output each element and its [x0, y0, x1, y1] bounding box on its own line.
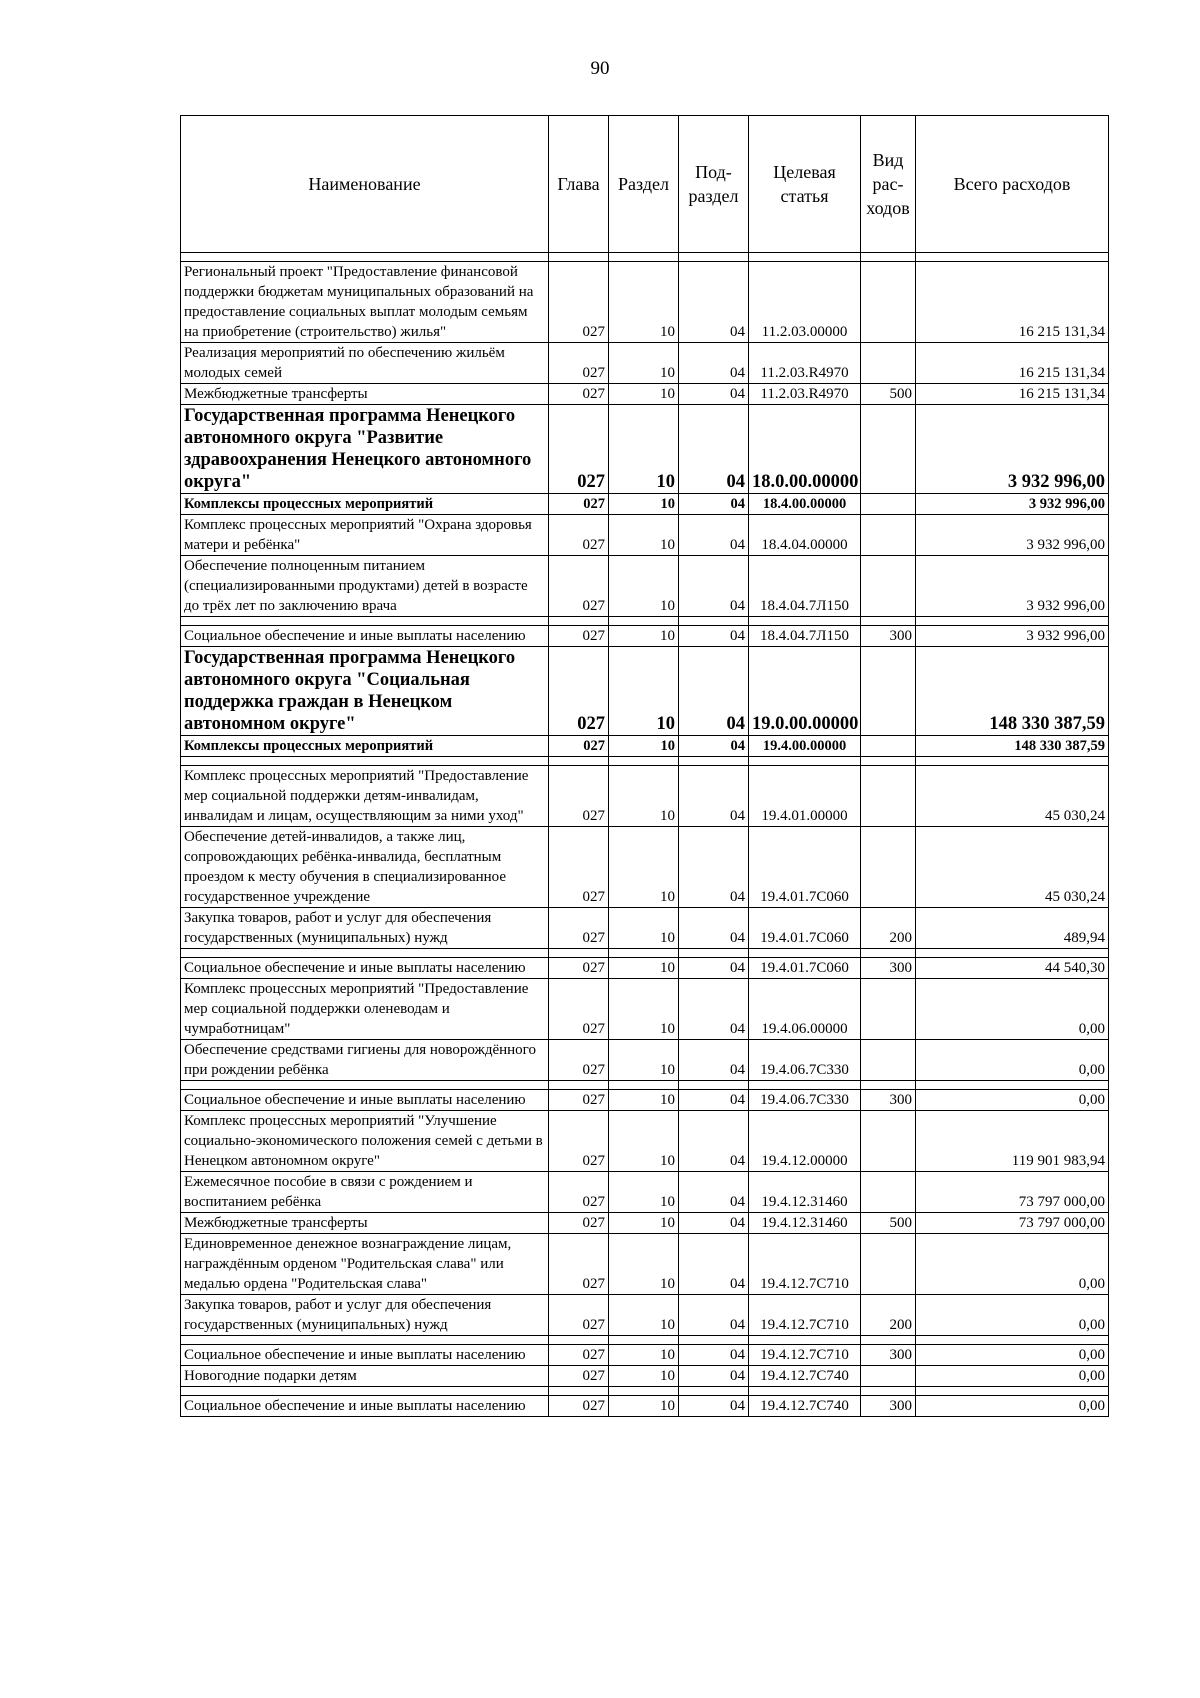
cell-total: 148 330 387,59	[916, 647, 1109, 736]
cell-kind	[861, 556, 916, 617]
cell-chapter: 027	[549, 1040, 609, 1081]
cell-chapter: 027	[549, 384, 609, 405]
spacer-cell	[609, 253, 679, 262]
cell-section: 10	[609, 384, 679, 405]
cell-name: Обеспечение детей-инвалидов, а также лиц, сопровождающих ребёнка-инвалида, бесплатным проездом к месту обучения в специализированное государственное учреждение	[181, 827, 549, 908]
spacer-cell	[609, 1387, 679, 1396]
cell-kind: 200	[861, 908, 916, 949]
spacer-cell	[181, 1336, 549, 1345]
spacer-cell	[916, 1387, 1109, 1396]
cell-name: Социальное обеспечение и иные выплаты населению	[181, 958, 549, 979]
spacer-cell	[916, 757, 1109, 766]
cell-name: Социальное обеспечение и иные выплаты населению	[181, 1396, 549, 1417]
cell-section: 10	[609, 979, 679, 1040]
cell-target: 19.4.12.7С740	[749, 1366, 861, 1387]
cell-section: 10	[609, 1111, 679, 1172]
cell-target: 19.4.12.00000	[749, 1111, 861, 1172]
cell-subsection: 04	[679, 1213, 749, 1234]
cell-total: 3 932 996,00	[916, 494, 1109, 515]
table-row	[181, 343, 1109, 384]
cell-total: 0,00	[916, 1090, 1109, 1111]
cell-kind	[861, 766, 916, 827]
cell-kind	[861, 515, 916, 556]
cell-name: Ежемесячное пособие в связи с рождением и воспитанием ребёнка	[181, 1172, 549, 1213]
spacer-cell	[679, 253, 749, 262]
spacer-cell	[549, 1336, 609, 1345]
cell-target: 19.4.12.31460	[749, 1172, 861, 1213]
cell-kind: 300	[861, 1090, 916, 1111]
cell-name: Единовременное денежное вознаграждение лицам, награждённым орденом "Родительская слава" или медалью ордена "Родительская слава"	[181, 1234, 549, 1295]
row-spacer	[181, 949, 1109, 958]
cell-target: 19.4.12.7С710	[749, 1295, 861, 1336]
table-row	[181, 556, 1109, 617]
cell-target: 19.4.01.7С060	[749, 908, 861, 949]
spacer-cell	[916, 617, 1109, 626]
cell-section: 10	[609, 766, 679, 827]
cell-total: 3 932 996,00	[916, 556, 1109, 617]
row-spacer	[181, 253, 1109, 262]
cell-section: 10	[609, 1213, 679, 1234]
cell-chapter: 027	[549, 979, 609, 1040]
spacer-cell	[609, 757, 679, 766]
cell-kind	[861, 1111, 916, 1172]
cell-kind	[861, 1366, 916, 1387]
cell-section: 10	[609, 405, 679, 494]
cell-chapter: 027	[549, 1366, 609, 1387]
cell-subsection: 04	[679, 647, 749, 736]
table-row	[181, 1213, 1109, 1234]
cell-name: Комплекс процессных мероприятий "Предоставление мер социальной поддержки оленеводам и чумработницам"	[181, 979, 549, 1040]
cell-target: 19.4.06.00000	[749, 979, 861, 1040]
cell-subsection: 04	[679, 1295, 749, 1336]
table-row	[181, 1295, 1109, 1336]
spacer-cell	[549, 1387, 609, 1396]
cell-section: 10	[609, 1295, 679, 1336]
spacer-cell	[916, 253, 1109, 262]
spacer-cell	[749, 1336, 861, 1345]
spacer-cell	[749, 757, 861, 766]
cell-name: Межбюджетные трансферты	[181, 1213, 549, 1234]
spacer-cell	[861, 253, 916, 262]
cell-section: 10	[609, 647, 679, 736]
cell-section: 10	[609, 827, 679, 908]
table-row	[181, 1040, 1109, 1081]
cell-chapter: 027	[549, 262, 609, 343]
cell-name: Обеспечение полноценным питанием (специализированными продуктами) детей в возрасте до трёх лет по заключению врача	[181, 556, 549, 617]
cell-name: Комплекс процессных мероприятий "Улучшение социально-экономического положения семей с детьми в Ненецком автономном округе"	[181, 1111, 549, 1172]
header-kind: Вид рас- ходов	[861, 116, 916, 253]
cell-chapter: 027	[549, 626, 609, 647]
spacer-cell	[749, 617, 861, 626]
cell-chapter: 027	[549, 515, 609, 556]
table-row	[181, 262, 1109, 343]
cell-kind: 200	[861, 1295, 916, 1336]
cell-chapter: 027	[549, 556, 609, 617]
spacer-cell	[749, 949, 861, 958]
cell-kind	[861, 979, 916, 1040]
cell-chapter: 027	[549, 908, 609, 949]
cell-subsection: 04	[679, 766, 749, 827]
header-name: Наименование	[181, 116, 549, 253]
cell-chapter: 027	[549, 647, 609, 736]
table-row	[181, 827, 1109, 908]
spacer-cell	[749, 1387, 861, 1396]
cell-kind: 300	[861, 1345, 916, 1366]
budget-table	[180, 115, 1109, 1417]
cell-total: 0,00	[916, 1295, 1109, 1336]
cell-name: Комплекс процессных мероприятий "Охрана здоровья матери и ребёнка"	[181, 515, 549, 556]
cell-section: 10	[609, 1366, 679, 1387]
header-chapter: Глава	[549, 116, 609, 253]
cell-section: 10	[609, 908, 679, 949]
table-row	[181, 626, 1109, 647]
cell-kind: 300	[861, 1396, 916, 1417]
cell-total: 0,00	[916, 1345, 1109, 1366]
spacer-cell	[609, 617, 679, 626]
cell-kind	[861, 1172, 916, 1213]
cell-target: 19.4.01.7С060	[749, 827, 861, 908]
spacer-cell	[181, 949, 549, 958]
cell-target: 19.4.12.7С710	[749, 1234, 861, 1295]
header-total: Всего расходов	[916, 116, 1109, 253]
cell-kind: 300	[861, 626, 916, 647]
cell-total: 44 540,30	[916, 958, 1109, 979]
spacer-cell	[679, 1387, 749, 1396]
cell-total: 73 797 000,00	[916, 1172, 1109, 1213]
cell-section: 10	[609, 556, 679, 617]
cell-target: 11.2.03.00000	[749, 262, 861, 343]
cell-target: 19.4.01.00000	[749, 766, 861, 827]
row-spacer	[181, 1336, 1109, 1345]
cell-name: Региональный проект "Предоставление финансовой поддержки бюджетам муниципальных образований на предоставление социальных выплат молодым семьям на приобретение (строительство) жилья"	[181, 262, 549, 343]
cell-section: 10	[609, 515, 679, 556]
cell-total: 45 030,24	[916, 766, 1109, 827]
cell-name: Социальное обеспечение и иные выплаты населению	[181, 626, 549, 647]
cell-name: Комплекс процессных мероприятий "Предоставление мер социальной поддержки детям-инвалидам, инвалидам и лицам, осуществляющим за ними уход"	[181, 766, 549, 827]
cell-total: 0,00	[916, 1396, 1109, 1417]
cell-total: 45 030,24	[916, 827, 1109, 908]
cell-section: 10	[609, 1345, 679, 1366]
cell-name: Новогодние подарки детям	[181, 1366, 549, 1387]
cell-chapter: 027	[549, 958, 609, 979]
spacer-cell	[609, 949, 679, 958]
cell-total: 73 797 000,00	[916, 1213, 1109, 1234]
spacer-cell	[609, 1336, 679, 1345]
cell-section: 10	[609, 626, 679, 647]
cell-section: 10	[609, 958, 679, 979]
cell-target: 18.4.00.00000	[749, 494, 861, 515]
table-row	[181, 1111, 1109, 1172]
cell-chapter: 027	[549, 1111, 609, 1172]
spacer-cell	[861, 1081, 916, 1090]
cell-name: Межбюджетные трансферты	[181, 384, 549, 405]
cell-subsection: 04	[679, 979, 749, 1040]
cell-section: 10	[609, 343, 679, 384]
cell-subsection: 04	[679, 908, 749, 949]
cell-subsection: 04	[679, 1172, 749, 1213]
row-spacer	[181, 1081, 1109, 1090]
table-row	[181, 384, 1109, 405]
cell-total: 3 932 996,00	[916, 515, 1109, 556]
cell-target: 19.0.00.00000	[749, 647, 861, 736]
cell-section: 10	[609, 1396, 679, 1417]
spacer-cell	[749, 1081, 861, 1090]
cell-kind	[861, 736, 916, 757]
header-subsection: Под- раздел	[679, 116, 749, 253]
cell-kind	[861, 343, 916, 384]
cell-name: Государственная программа Ненецкого автономного округа "Социальная поддержка граждан в Ненецком автономном округе"	[181, 647, 549, 736]
cell-kind: 500	[861, 1213, 916, 1234]
cell-kind	[861, 1234, 916, 1295]
row-spacer	[181, 757, 1109, 766]
cell-chapter: 027	[549, 1172, 609, 1213]
cell-total: 148 330 387,59	[916, 736, 1109, 757]
header-target: Целевая статья	[749, 116, 861, 253]
cell-chapter: 027	[549, 1345, 609, 1366]
cell-section: 10	[609, 1090, 679, 1111]
table-row	[181, 766, 1109, 827]
table-row	[181, 405, 1109, 494]
cell-total: 119 901 983,94	[916, 1111, 1109, 1172]
cell-subsection: 04	[679, 262, 749, 343]
cell-name: Государственная программа Ненецкого автономного округа "Развитие здравоохранения Ненецкого автономного округа"	[181, 405, 549, 494]
cell-section: 10	[609, 262, 679, 343]
cell-section: 10	[609, 1234, 679, 1295]
table-row	[181, 958, 1109, 979]
spacer-cell	[679, 617, 749, 626]
cell-section: 10	[609, 736, 679, 757]
cell-subsection: 04	[679, 384, 749, 405]
cell-total: 3 932 996,00	[916, 626, 1109, 647]
spacer-cell	[679, 949, 749, 958]
cell-subsection: 04	[679, 515, 749, 556]
cell-chapter: 027	[549, 405, 609, 494]
cell-name: Комплексы процессных мероприятий	[181, 736, 549, 757]
cell-chapter: 027	[549, 827, 609, 908]
cell-name: Закупка товаров, работ и услуг для обеспечения государственных (муниципальных) нужд	[181, 908, 549, 949]
cell-target: 19.4.06.7С330	[749, 1040, 861, 1081]
table-row	[181, 1396, 1109, 1417]
spacer-cell	[861, 1387, 916, 1396]
spacer-cell	[609, 1081, 679, 1090]
table-row	[181, 1172, 1109, 1213]
table-row	[181, 1366, 1109, 1387]
spacer-cell	[679, 757, 749, 766]
cell-total: 16 215 131,34	[916, 384, 1109, 405]
cell-name: Реализация мероприятий по обеспечению жильём молодых семей	[181, 343, 549, 384]
cell-target: 18.4.04.7Л150	[749, 626, 861, 647]
cell-name: Закупка товаров, работ и услуг для обеспечения государственных (муниципальных) нужд	[181, 1295, 549, 1336]
cell-target: 11.2.03.R4970	[749, 343, 861, 384]
row-spacer	[181, 617, 1109, 626]
cell-target: 18.4.04.00000	[749, 515, 861, 556]
cell-subsection: 04	[679, 343, 749, 384]
cell-name: Комплексы процессных мероприятий	[181, 494, 549, 515]
table-row	[181, 1345, 1109, 1366]
cell-subsection: 04	[679, 1111, 749, 1172]
spacer-cell	[861, 1336, 916, 1345]
cell-total: 0,00	[916, 1234, 1109, 1295]
cell-chapter: 027	[549, 1396, 609, 1417]
cell-chapter: 027	[549, 1234, 609, 1295]
table-row	[181, 736, 1109, 757]
spacer-cell	[181, 757, 549, 766]
cell-kind: 300	[861, 958, 916, 979]
cell-section: 10	[609, 1040, 679, 1081]
spacer-cell	[916, 1336, 1109, 1345]
spacer-cell	[679, 1336, 749, 1345]
cell-total: 3 932 996,00	[916, 405, 1109, 494]
cell-subsection: 04	[679, 405, 749, 494]
header-section: Раздел	[609, 116, 679, 253]
cell-target: 19.4.12.31460	[749, 1213, 861, 1234]
cell-total: 489,94	[916, 908, 1109, 949]
cell-chapter: 027	[549, 766, 609, 827]
cell-target: 19.4.12.7С740	[749, 1396, 861, 1417]
spacer-cell	[549, 1081, 609, 1090]
header-row	[181, 116, 1109, 253]
table-row	[181, 647, 1109, 736]
cell-section: 10	[609, 494, 679, 515]
cell-subsection: 04	[679, 1366, 749, 1387]
cell-chapter: 027	[549, 1213, 609, 1234]
spacer-cell	[916, 1081, 1109, 1090]
page-number: 90	[590, 58, 610, 79]
cell-subsection: 04	[679, 494, 749, 515]
cell-subsection: 04	[679, 958, 749, 979]
cell-subsection: 04	[679, 1234, 749, 1295]
cell-kind	[861, 1040, 916, 1081]
cell-subsection: 04	[679, 626, 749, 647]
spacer-cell	[549, 757, 609, 766]
cell-chapter: 027	[549, 343, 609, 384]
cell-kind	[861, 262, 916, 343]
table-row	[181, 1234, 1109, 1295]
spacer-cell	[181, 1081, 549, 1090]
spacer-cell	[181, 1387, 549, 1396]
table-row	[181, 494, 1109, 515]
table-row	[181, 908, 1109, 949]
cell-total: 16 215 131,34	[916, 262, 1109, 343]
spacer-cell	[549, 253, 609, 262]
spacer-cell	[549, 949, 609, 958]
cell-target: 19.4.12.7С710	[749, 1345, 861, 1366]
cell-name: Обеспечение средствами гигиены для новорождённого при рождении ребёнка	[181, 1040, 549, 1081]
cell-kind	[861, 827, 916, 908]
spacer-cell	[549, 617, 609, 626]
spacer-cell	[181, 253, 549, 262]
cell-kind	[861, 405, 916, 494]
spacer-cell	[181, 617, 549, 626]
cell-target: 19.4.01.7С060	[749, 958, 861, 979]
cell-target: 19.4.00.00000	[749, 736, 861, 757]
spacer-cell	[861, 617, 916, 626]
cell-section: 10	[609, 1172, 679, 1213]
table-body	[181, 253, 1109, 1417]
spacer-cell	[749, 253, 861, 262]
spacer-cell	[861, 949, 916, 958]
cell-subsection: 04	[679, 1396, 749, 1417]
cell-chapter: 027	[549, 736, 609, 757]
cell-subsection: 04	[679, 736, 749, 757]
cell-kind	[861, 494, 916, 515]
cell-chapter: 027	[549, 494, 609, 515]
cell-subsection: 04	[679, 1345, 749, 1366]
cell-target: 18.4.04.7Л150	[749, 556, 861, 617]
row-spacer	[181, 1387, 1109, 1396]
cell-chapter: 027	[549, 1090, 609, 1111]
spacer-cell	[679, 1081, 749, 1090]
cell-target: 18.0.00.00000	[749, 405, 861, 494]
table-row	[181, 979, 1109, 1040]
spacer-cell	[861, 757, 916, 766]
cell-total: 0,00	[916, 1366, 1109, 1387]
spacer-cell	[916, 949, 1109, 958]
cell-subsection: 04	[679, 827, 749, 908]
cell-target: 19.4.06.7С330	[749, 1090, 861, 1111]
table-row	[181, 515, 1109, 556]
cell-target: 11.2.03.R4970	[749, 384, 861, 405]
cell-name: Социальное обеспечение и иные выплаты населению	[181, 1345, 549, 1366]
cell-subsection: 04	[679, 1090, 749, 1111]
cell-total: 0,00	[916, 979, 1109, 1040]
cell-name: Социальное обеспечение и иные выплаты населению	[181, 1090, 549, 1111]
cell-kind	[861, 647, 916, 736]
table-row	[181, 1090, 1109, 1111]
cell-kind: 500	[861, 384, 916, 405]
cell-subsection: 04	[679, 1040, 749, 1081]
cell-total: 0,00	[916, 1040, 1109, 1081]
cell-chapter: 027	[549, 1295, 609, 1336]
cell-subsection: 04	[679, 556, 749, 617]
cell-total: 16 215 131,34	[916, 343, 1109, 384]
